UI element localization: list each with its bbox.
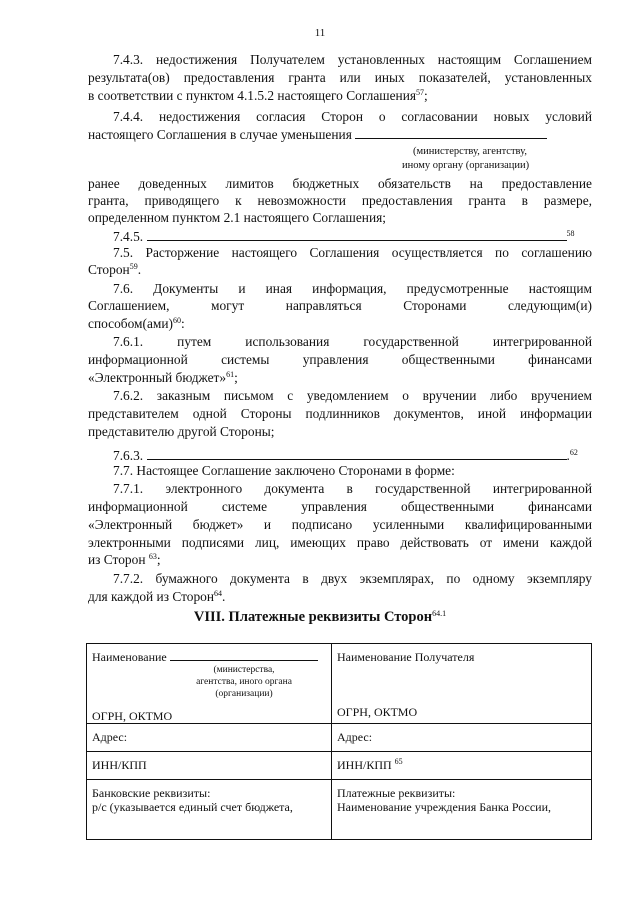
para-7-6-2-line1: 7.6.2. заказным письмом с уведомлением о вручении либо вручением [113,388,592,403]
para-7-4-4-line2: настоящего Соглашения в случае уменьшения [88,127,547,143]
page-number: 11 [314,27,326,39]
cell-right-name [332,644,592,724]
footnote-ref: 57 [416,88,425,97]
cell-right-inn [332,752,592,780]
para-7-4-3-line2: результата(ов) предоставления гранта или иных показателей, установленных [88,70,592,85]
footnote-ref: 62 [569,448,578,457]
para-7-4-5: 7.4.5. $^{58}$ [113,229,575,244]
requisites-table [86,643,592,840]
bank-line: р/с (указывается единый счет бюджета, [92,800,293,814]
inn-left: ИНН/КПП [92,758,147,772]
name-label-row [92,650,326,664]
para-7-5-line2: Сторон$^{59}$. [88,262,142,277]
table-row [87,752,592,780]
footnote-ref: 61 [226,370,235,379]
blank-line [147,230,567,241]
para-7-5-line1: 7.5. Расторжение настоящего Соглашения осуществляется по соглашению [113,245,592,260]
para-7-7: 7.7. Настоящее Соглашение заключено Сторонами в форме: [113,463,455,478]
note-organ: иному органу (организации) [402,160,530,171]
name-note-2: агентства, иного органа [196,677,292,687]
para-7-7-1-line2: информационной системе управления общественными финансами [88,499,592,514]
blank-line [355,128,547,139]
address-right: Адрес: [337,730,373,744]
para-7-7-1-line3: «Электронный бюджет» и подписано усиленными квалифицированными [88,517,592,532]
para-7-4-4-line4: гранта, приводящего к невозможности предоставления гранта в размере, [88,193,592,208]
para-7-6-line1: 7.6. Документы и иная информация, предусмотренные настоящим [113,281,592,296]
para-7-7-1-line5: из Сторон $^{63}$; [88,552,161,567]
blank-line [147,449,567,460]
pay-title: Платежные реквизиты: [337,786,456,800]
section-heading: VIII. Платежные реквизиты Сторон$^{64.1}$ [193,609,447,625]
para-7-4-4-line3: ранее доведенных лимитов бюджетных обязательств на предоставление [88,176,592,191]
para-7-7-2-line1: 7.7.2. бумажного документа в двух экземплярах, по одному экземпляру [113,571,592,586]
cell-left-inn [87,752,332,780]
para-7-6-1-line1: 7.6.1. путем использования государственной интегрированной [113,334,592,349]
para-7-6-2-line2: представителем одной Стороны подлинников документов, иной информации [88,406,592,421]
para-7-4-4-line1: 7.4.4. недостижения согласия Сторон о согласовании новых условий [113,109,592,124]
para-7-4-3-line1: 7.4.3. недостижения Получателем установленных настоящим Соглашением [113,52,592,67]
para-7-7-1-line1: 7.7.1. электронного документа в государственной интегрированной [113,481,592,496]
footnote-ref: 64 [214,589,223,598]
note-ministry: (министерству, агентству, [413,146,527,157]
address-left: Адрес: [92,730,128,744]
pay-line: Наименование учреждения Банка России, [337,800,551,814]
para-7-4-3-line3: в соответствии с пунктом 4.1.5.2 настоящего Соглашения$^{57}$; [88,88,428,103]
footnote-ref: 59 [129,262,138,271]
footnote-ref: 58 [566,229,575,238]
ogrn-left: ОГРН, ОКТМО [92,709,173,723]
name-note-3: (организации) [215,689,273,699]
para-7-7-1-line4: электронными подписями лиц, имеющих право действовать от имени каждой [88,535,592,550]
table-row [87,780,592,840]
para-7-6-line3: способом(ами)$^{60}$: [88,316,185,331]
blank-line [170,651,318,661]
table-row [87,724,592,752]
inn-right: ИНН/КПП $^{65}$ [337,757,403,772]
para-7-7-2-line2: для каждой из Сторон$^{64}$. [88,589,226,604]
footnote-ref: 64.1 [432,609,447,618]
cell-left-address [87,724,332,752]
bank-title: Банковские реквизиты: [92,786,211,800]
footnote-ref: 63 [148,552,157,561]
para-7-6-line2: Соглашением, могут направляться Сторонами следующим(и) [88,298,592,313]
cell-right-bank [332,780,592,840]
para-7-4-4-line5: определенном пунктом 2.1 настоящего Соглашения; [88,210,386,225]
name-note-1: (министерства, [213,665,275,675]
footnote-ref: 60 [173,316,182,325]
table-row [87,644,592,724]
para-7-6-2-line3: представителю другой Стороны; [88,424,275,439]
recipient-name-label: Наименование Получателя [337,650,475,664]
para-7-6-1-line2: информационной системы управления общественными финансами [88,352,592,367]
name-label: Наименование [92,650,167,664]
ogrn-right: ОГРН, ОКТМО [337,705,418,719]
cell-right-address [332,724,592,752]
footnote-ref: 65 [394,757,403,766]
cell-left-name [87,644,332,724]
cell-left-bank [87,780,332,840]
para-7-6-3: 7.6.3. .$^{62}$ [113,448,578,463]
para-7-6-1-line3: «Электронный бюджет»$^{61}$; [88,370,238,385]
